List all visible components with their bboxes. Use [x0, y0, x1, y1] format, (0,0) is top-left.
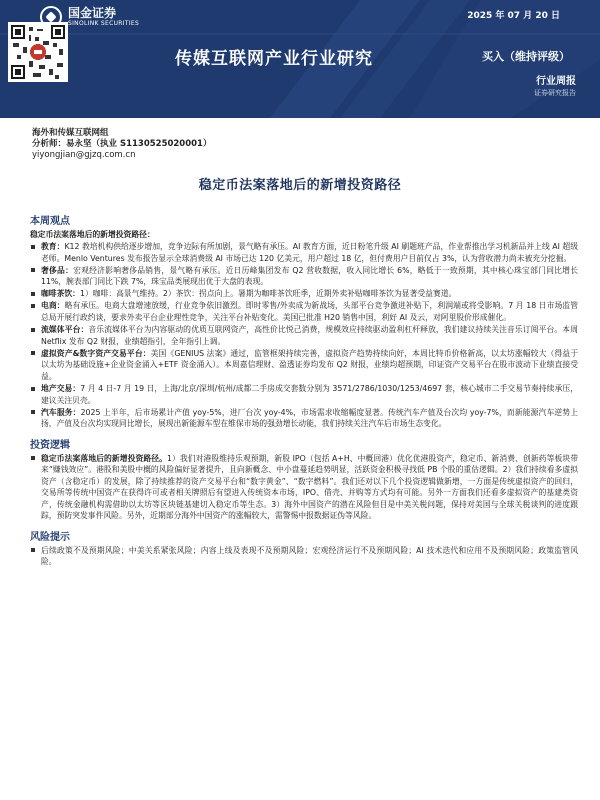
- bullet-keyword: 流媒体平台：: [41, 325, 89, 335]
- bullet-keyword: 奢侈品：: [41, 265, 74, 275]
- report-header: [0, 0, 600, 118]
- analyst-info: [32, 128, 211, 161]
- bullet-keyword: 电商：: [41, 301, 65, 311]
- bullet-text: 略有承压。电商大盘增速放缓，行业竞争依旧激烈。即时零售/外卖成为新战场，头部平台竞争激进补贴下，利润端或将受影响。7 月 18 日市场监管总局开展行政约谈，要求外卖平台企业理性竞争，关注平台补贴变化。美国已批准 H20 销售中国，利好 AI 及云，对阿里股价形成催化。: [41, 301, 579, 323]
- bullet-item: [30, 453, 578, 523]
- bullet-item: [30, 241, 578, 264]
- section-heading-views: 本周观点: [30, 216, 70, 227]
- report-subtitle: 证券研究报告: [534, 89, 576, 97]
- bullet-keyword: 咖啡茶饮：: [41, 289, 80, 299]
- views-list: [30, 241, 578, 430]
- section-heading-logic: 投资逻辑: [30, 439, 70, 451]
- qr-code-icon: [8, 22, 68, 82]
- report-type: 行业周报: [536, 76, 576, 87]
- bullet-text: 后续政策不及预期风险；中美关系紧张风险；内容上线及表现不及预期风险；宏观经济运行不及预期风险；AI 技术迭代和应用不及预期风险；政策监管风险。: [41, 545, 578, 567]
- report-body: [30, 212, 578, 568]
- logic-list: [30, 453, 578, 523]
- section-heading-risk: 风险提示: [30, 531, 70, 543]
- bullet-text: 1）咖啡：高景气维持。2）茶饮：拐点向上。暑期为咖啡茶饮旺季，近期外卖补贴咖啡茶饮为显著受益赛道。: [79, 289, 457, 299]
- report-date: 2025 年 07 月 20 日: [467, 11, 560, 21]
- bullet-keyword: 稳定币法案落地后的新增投资路径。: [41, 453, 167, 463]
- analyst-team: 海外和传媒互联网组: [32, 128, 109, 138]
- bullet-item: [30, 265, 578, 288]
- analyst-email[interactable]: yiyongjian@gjzq.com.cn: [32, 150, 136, 160]
- document-title: 稳定币法案落地后的新增投资路径: [198, 178, 402, 193]
- bullet-item: [30, 348, 578, 383]
- bullet-keyword: 虚拟资产&数字资产交易平台：: [41, 348, 151, 358]
- bullet-text: 2025 上半年，后市场累计产值 yoy-5%，进厂台次 yoy-4%，市场需求收缩幅度显著。传统汽车产值及台次均 yoy-7%，而新能源汽车逆势上扬，产值及台次均实现同比增长，展现出新能源车型在维保市场的强劲增长动能，我们持续关注汽车后市场生态变化。: [41, 407, 579, 429]
- bullet-item: [30, 288, 578, 300]
- views-lead: 稳定币法案落地后的新增投资路径：: [30, 230, 155, 239]
- risk-list: [30, 545, 578, 568]
- bullet-item: [30, 300, 578, 323]
- bullet-text: 美国《GENIUS 法案》通过，监管框架持续完善，虚拟资产趋势持续向好，本周比特币价格新高，以太坊涨幅较大（得益于以太坊为基础设施+企业资金涌入+ETF 资金涌入）。本周嘉信理财、盈透证券均发布 Q2 财报，业绩均超预期，印证资产交易平台在股市波动下业绩直接受益。: [41, 348, 578, 382]
- bullet-text: 1）我们对港股维持乐观预期，新股 IPO（包括 A+H、中概回港）优化优港股资产，稳定币、新消费、创新药等板块带来“赚钱效应”。港股和美股中概的风险偏好显著提升，且向新概念、中小盘蔓延趋势明显，活跃资金积极寻找低 PB 个股的重估逻辑。2）我们持续看多虚拟资产（含稳定币）的发展，除了持续推荐的资产交易平台和“数字黄金”、“数字燃料”。我们还对以下几个投资逻辑做新增，一方面是传统虚拟资产的回归，交易所等传统中国资产在获得许可或者相关牌照后有望进入传统资本市场，IPO、借壳、并购等方式均有可能。另外一方面我们还看多虚拟资产的基建类资产，传统金融机构需借助以太坊等区块链基建切入稳定币等生态。3）海外中国资产的潜在风险但目是中美关税问题，保持对美国与全球关税谈判的进度跟踪，预防突发事件风险。另外，近期部分海外中国资产的涨幅较大，需警惕中报数据证伪等风险。: [41, 453, 579, 521]
- bullet-item: [30, 324, 578, 347]
- bullet-item: [30, 407, 578, 430]
- bullet-text: 宏观经济影响奢侈品销售，景气略有承压。近日历峰集团发布 Q2 营收数据，收入同比增长 6%，略低于一致预期，其中核心珠宝部门同比增长 11%，腕表部门同比下跌 7%，珠宝品类展现出优于大盘的表现。: [41, 265, 578, 287]
- bullet-item: [30, 545, 578, 568]
- analyst-name: 分析师：易永坚（执业 S1130525020001）: [32, 139, 212, 149]
- bullet-text: K12 教培机构供给逐步增加，竞争边际有所加剧，景气略有承压。AI 教育方面，近日粉笔升级 AI 刷题班产品，作业帮推出学习机新品并上线 AI 超级老师。Menlo Ventures 发布报告显示全球消费级 AI 市场已达 120 亿美元，用户超过 18 亿，但付费用户目前仅占 3%，认为营收潜力尚未被充分挖掘。: [41, 242, 578, 263]
- bullet-item: [30, 383, 578, 406]
- logo-name-en: SINOLINK SECURITIES: [68, 19, 140, 27]
- bullet-text: 7 月 4 日-7 月 19 日，上海/北京/深圳/杭州/成都二手房成交套数分别为 3571/2786/1030/1253/4697 套，核心城市二手交易节奏持续承压，建议关注贝壳。: [41, 384, 578, 405]
- bullet-keyword: 地产交易：: [41, 384, 81, 394]
- industry-title: 传媒互联网产业行业研究: [175, 49, 373, 69]
- bullet-keyword: 教育：: [41, 242, 65, 251]
- bullet-keyword: 汽车服务：: [41, 407, 81, 417]
- rating-badge: 买入（维持评级）: [482, 50, 570, 63]
- logo-name-cn: 国金证券: [68, 5, 117, 20]
- bullet-text: 音乐流媒体平台为内容驱动的优质互联网资产，高性价比悦己消费，规模效应持续驱动盈利杠杆释放，我们建议持续关注音乐订阅平台。本周 Netflix 发布 Q2 财报，业绩超指引，全年指引上调。: [41, 325, 578, 346]
